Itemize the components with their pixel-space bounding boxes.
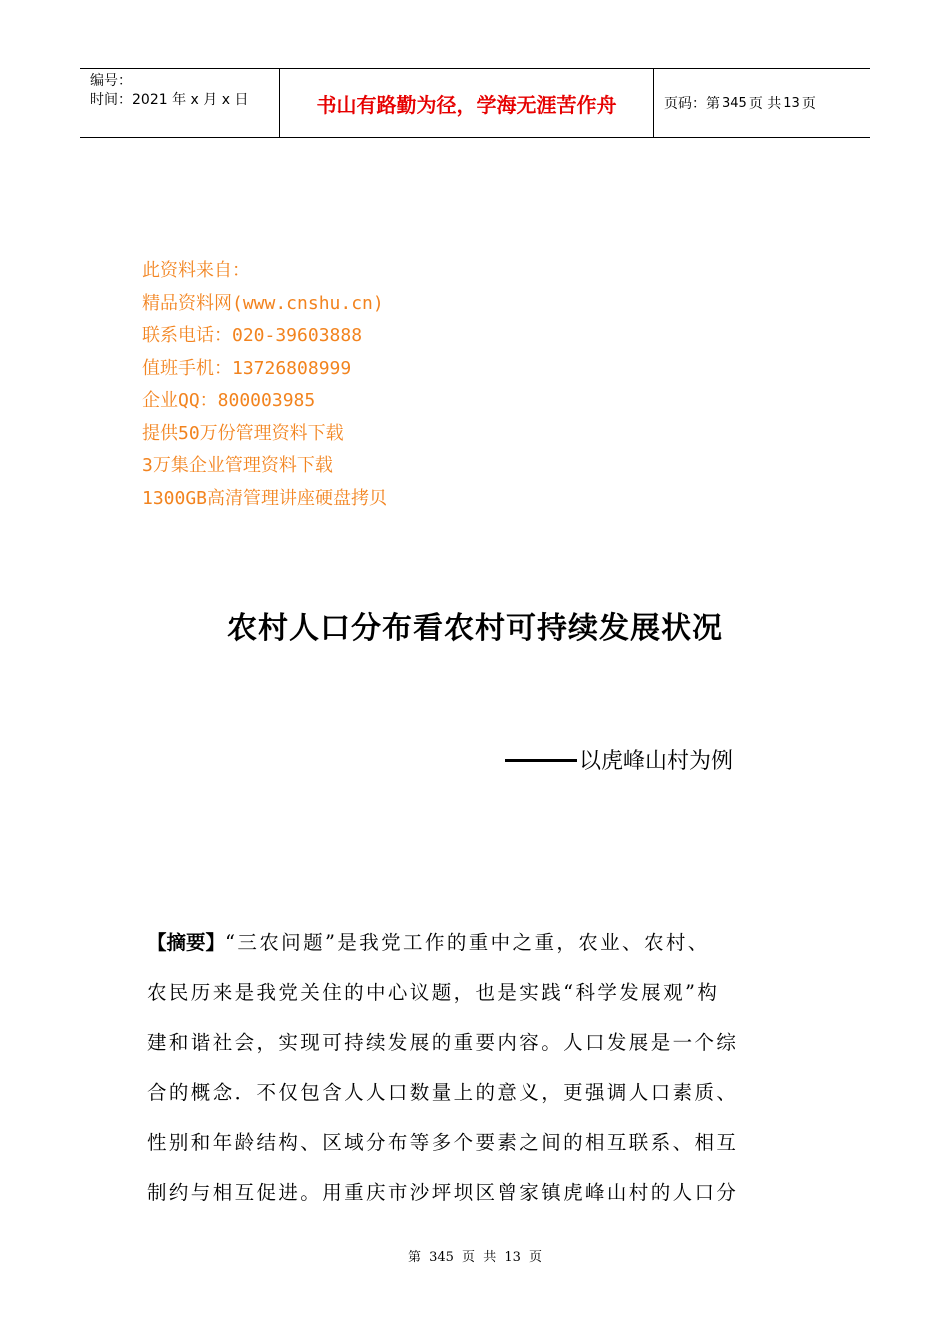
abstract-line: 农民历来是我党关住的中心议题，也是实践“科学发展观”构 (147, 981, 720, 1004)
abstract-line (147, 918, 797, 968)
promo-line: 联系电话：020-39603888 (142, 325, 363, 346)
header-motto: 书山有路勤为径，学海无涯苦作舟 (280, 69, 654, 137)
promo-line: 此资料来自： (142, 260, 250, 281)
page-suffix: 页 (801, 96, 816, 112)
promo-line: 精品资料网(www.cnshu.cn) (142, 292, 384, 314)
page-mid: 页 共 (748, 96, 782, 112)
abstract-line: 制约与相互促进。用重庆市沙坪坝区曾家镇虎峰山村的人口分 (147, 1181, 739, 1204)
abstract-first-line: “三农问题”是我党工作的重中之重，农业、农村、 (225, 931, 710, 954)
abstract-paragraph (147, 918, 797, 1218)
promo-line: 3万集企业管理资料下载 (142, 455, 333, 476)
page-total: 13 (783, 95, 800, 111)
promo-line: 企业QQ：800003985 (142, 390, 316, 411)
header-page-info (654, 69, 870, 137)
promo-line: 值班手机：13726808999 (142, 357, 352, 379)
header-time-label: 时间：2021 年 x 月 x 日 (90, 92, 249, 108)
subtitle-text: 以虎峰山村为例 (579, 749, 734, 774)
page-header (80, 68, 870, 138)
document-title: 农村人口分布看农村可持续发展状况 (227, 611, 723, 646)
subtitle-dash (505, 759, 577, 762)
promo-line: 1300GB高清管理讲座硬盘拷贝 (142, 487, 388, 509)
promo-block (142, 255, 387, 515)
abstract-line: 建和谐社会，实现可持续发展的重要内容。人口发展是一个综 (147, 1031, 739, 1054)
page-footer: 第 345 页 共 13 页 (407, 1250, 543, 1265)
abstract-line: 性别和年龄结构、区域分布等多个要素之间的相互联系、相互 (147, 1131, 739, 1154)
header-number-label: 编号： (90, 73, 132, 89)
document-subtitle (505, 744, 733, 775)
abstract-line: 合的概念．不仅包含人人口数量上的意义，更强调人口素质、 (147, 1081, 739, 1104)
page-prefix: 页码：第 (664, 96, 720, 112)
page-current: 345 (722, 95, 747, 111)
header-meta (80, 69, 280, 137)
promo-line: 提供50万份管理资料下载 (142, 422, 344, 444)
abstract-label: 【摘要】 (147, 931, 226, 954)
